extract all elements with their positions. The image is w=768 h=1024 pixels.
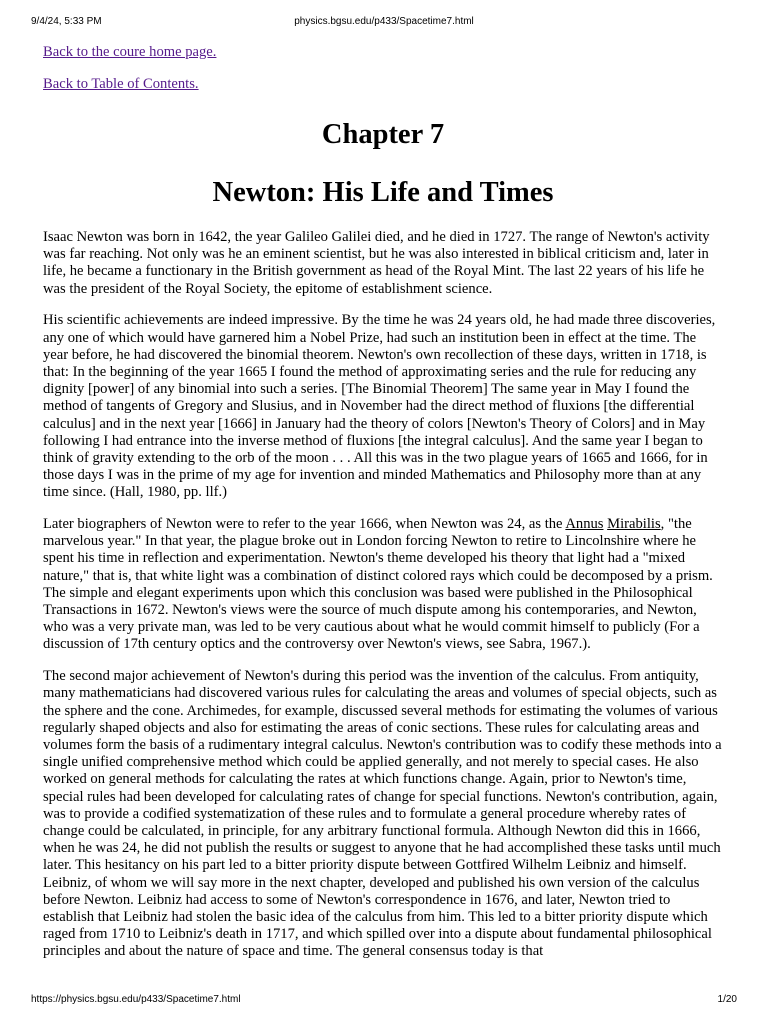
print-datetime: 9/4/24, 5:33 PM — [31, 16, 102, 27]
paragraph-text: , "the marvelous year." In that year, the plague broke out in London forcing Newton to retire to Lincolnshire where he spent his time in reflection and experimentation. Newton's theme developed his theory that light had a "mixed nature," that is, that white light was a combination of distinct colored rays which could be decomposed by a prism. The simple and elegant experiments upon which this conclusion was based were published in the Philosophical Transactions in 1672. Newton's views were the source of much dispute among his contemporaries, and Newton, who was a very private man, was led to be very cautious about what he would commit himself to publicly (For a discussion of 17th century optics and the controversy over Newton's views, see Sabra, 1967.). — [43, 516, 713, 653]
paragraph-annus-mirabilis — [43, 516, 723, 654]
paragraph-calculus: The second major achievement of Newton's during this period was the invention of the calculus. From antiquity, many mathematicians had discovered various rules for calculating the areas and volumes of special objects, such as the sphere and the cone. Archimedes, for example, discussed several methods for estimating the volumes of various regularly shaped objects and also for estimating the areas of conic sections. These rules for calculating areas and volumes form the basis of a rudimentary integral calculus. Newton's contribution was to codify these methods into a single unified comprehensive method which could be applied generally, and not merely to special cases. He also worked on general methods for calculating the rates at which functions change. Again, prior to Newton's time, special rules had been developed for calculating rates of change for special functions. Newton's contribution, again, was to provide a codified systematization of these rules and to formulate a general procedure whereby rates of change could be calculated, in principle, for any arbitrary functional formula. Although Newton did this in 1666, when he was 24, he did not publish the results or suggest to anyone that he had accomplished these tasks until much later. This hesitancy on his part led to a bitter priority dispute between Gottfired Wilhelm Leibniz and himself. Leibniz, of whom we will say more in the next chapter, developed and published his own version of the calculus before Newton. Leibniz had access to some of Newton's correspondence in 1676, and later, Newton tried to establish that Leibniz had stolen the basic idea of the calculus from him. This led to a bitter priority dispute which raged from 1710 to Leibniz's death in 1717, and which spilled over into a dispute about fundamental philosophical principles and about the nature of space and time. The general consensus today is that — [43, 668, 722, 960]
page-title: Newton: His Life and Times — [212, 177, 554, 208]
chapter-label: Chapter 7 — [321, 119, 445, 150]
underlined-term-mirabilis: Mirabilis — [607, 516, 661, 533]
page-number: 1/20 — [717, 994, 737, 1005]
print-footer-url: https://physics.bgsu.edu/p433/Spacetime7.html — [31, 994, 241, 1005]
paragraph-text: Later biographers of Newton were to refer to the year 1666, when Newton was 24, as the — [43, 516, 566, 533]
paragraph-achievements: His scientific achievements are indeed impressive. By the time he was 24 years old, he had made three discoveries, any one of which would have garnered him a Nobel Prize, had such an institution been in effect at the time. The year before, he had discovered the binomial theorem. Newton's own recollection of these days, written in 1718, is that: In the beginning of the year 1665 I found the method of approximating series and the rule for reducing any dignity [power] of any binomial into such a series. [The Binomial Theorem] The same year in May I found the method of tangents of Gregory and Slusius, and in November had the direct method of fluxions [the differential calculus] and in the next year [1666] in January had the theory of colors [Newton's Theory of Colors] and in May following I had entrance into the inverse method of fluxions [the integral calculus]. And the same year I began to think of gravity extending to the orb of the moon . . . All this was in the two plague years of 1665 and 1666, for in those days I was in the prime of my age for invention and minded Mathematics and Philosophy more than at any time since. (Hall, 1980, pp. llf.) — [43, 312, 716, 501]
print-footer — [31, 994, 737, 1010]
underlined-term-annus: Annus — [565, 516, 604, 533]
paragraph-intro: Isaac Newton was born in 1642, the year Galileo Galilei died, and he died in 1727. The range of Newton's activity was far reaching. Not only was he an eminent scientist, but he was also interested in biblical criticism and, later in life, he became a functionary in the British government as head of the Royal Mint. The last 22 years of his life he was the president of the Royal Society, the epitome of establishment science. — [43, 229, 710, 297]
page-content — [43, 38, 723, 961]
print-header-url: physics.bgsu.edu/p433/Spacetime7.html — [294, 16, 474, 27]
course-home-link[interactable]: Back to the coure home page. — [43, 44, 217, 60]
table-of-contents-link[interactable]: Back to Table of Contents. — [43, 76, 199, 92]
print-header — [31, 16, 737, 32]
